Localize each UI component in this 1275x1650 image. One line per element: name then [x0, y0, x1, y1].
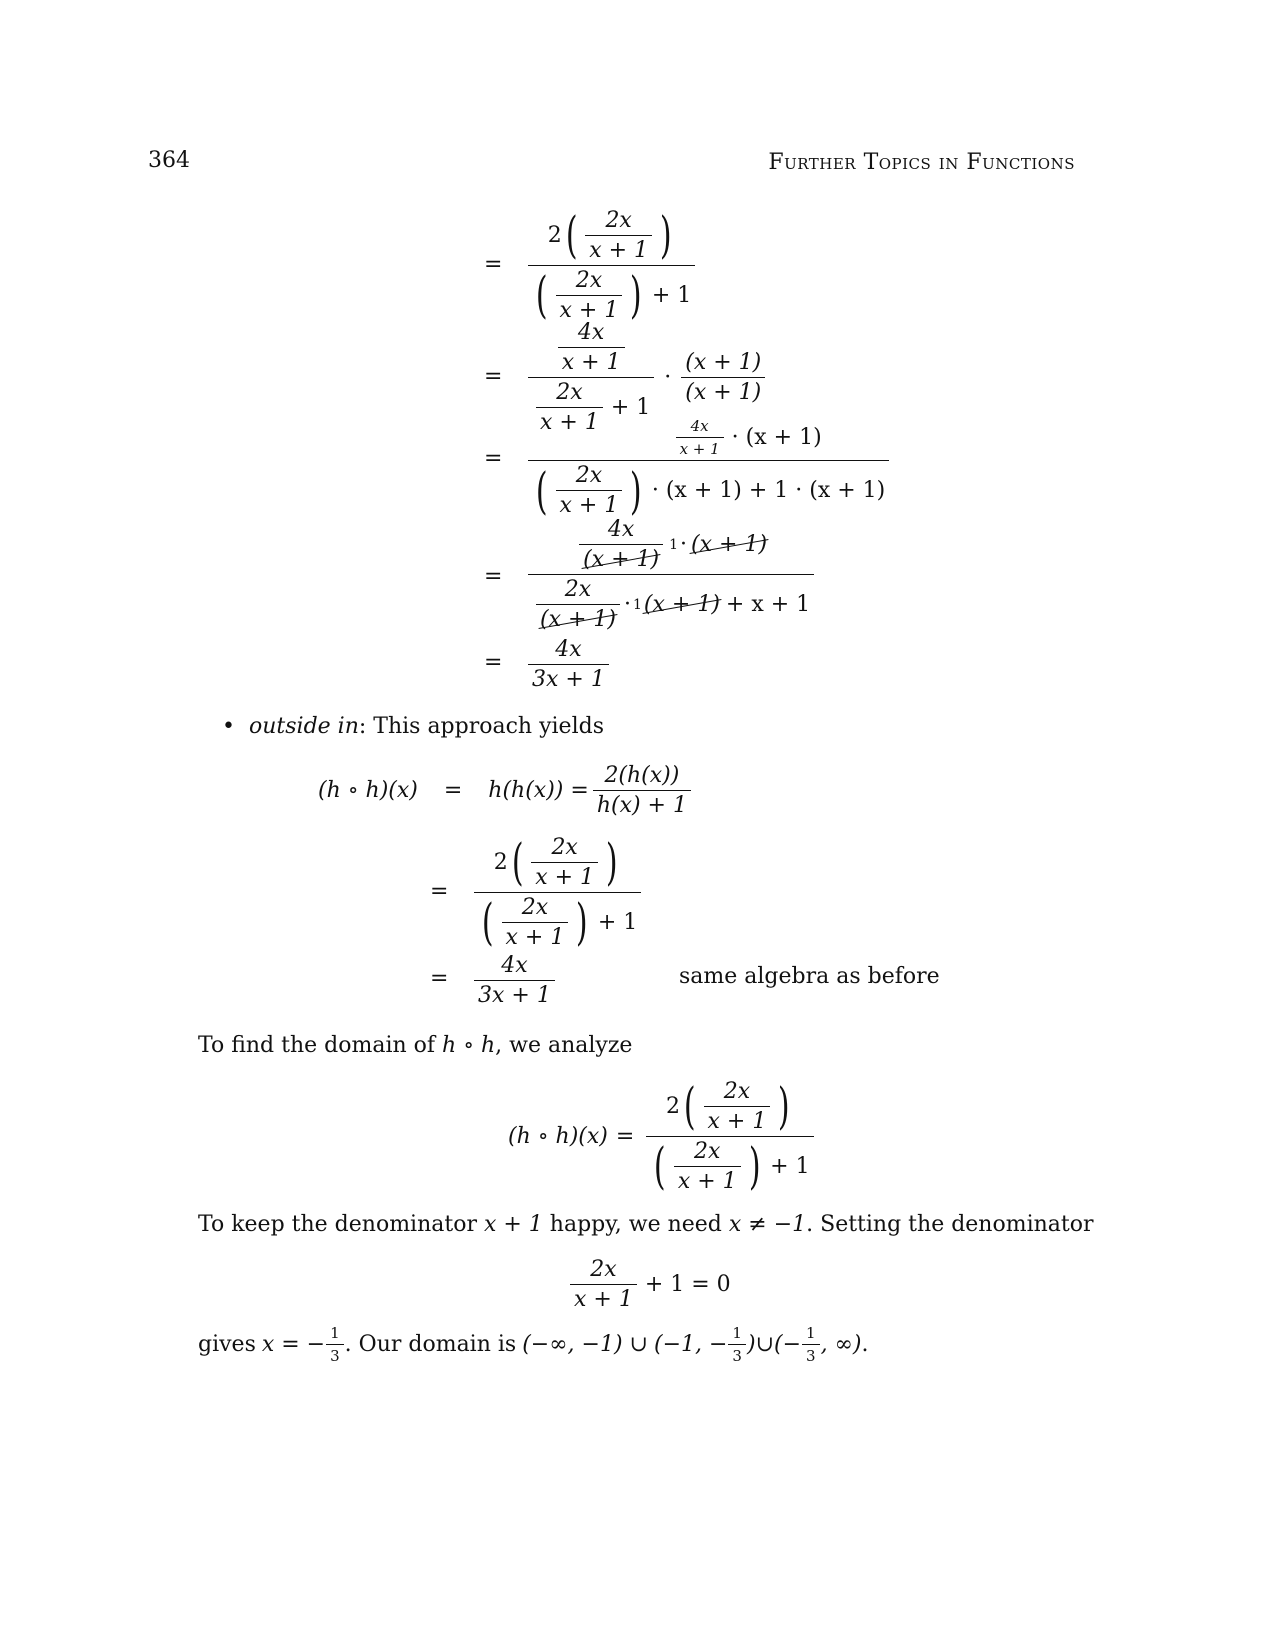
keep-denominator-text: To keep the denominator x + 1 happy, we need x ≠ −1. Setting the denominator [198, 1212, 1094, 1237]
running-head: Further Topics in Functions [768, 150, 1075, 175]
outside-in-step-2: = 2 ( $\frac{2x}{x + 1}$ ) ( $\frac{2x}{x + 1}$ ) + 1 [430, 832, 645, 952]
denominator-equation: $\frac{2x}{x + 1}$ + 1 = 0 [566, 1254, 731, 1314]
derivation-step-4: = $\frac{4x}{(x + 1)}$ 1 · (x + 1) $\frac{2x}{(x + 1)}$ · 1 (x + 1) + x + 1 [484, 512, 818, 637]
domain-display-equation: (h ∘ h)(x) = 2 ( $\frac{2x}{x + 1}$ ) ( $\frac{2x}{x + 1}$ ) + 1 [508, 1076, 818, 1196]
same-algebra-note: same algebra as before [679, 964, 940, 989]
page-number: 364 [148, 148, 190, 173]
derivation-step-1: = 2 ( $\frac{2x}{x + 1}$ ) ( $\frac{2x}{x + 1}$ ) + 1 [484, 205, 699, 325]
derivation-step-3: = $\frac{4x}{x + 1}$ · (x + 1) ( $\frac{2x}{x + 1}$ ) · (x + 1) + 1 · (x + 1) [484, 420, 893, 515]
bullet-icon: • [222, 714, 235, 739]
outside-in-step-3: = $\frac{4x}{3x + 1}$ [430, 950, 559, 1010]
outside-in-step-1: (h ∘ h)(x) = h(h(x)) = $\frac{2(h(x))}{h(x) + 1}$ [318, 760, 695, 820]
compound-fraction: 2 ( $\frac{2x}{x + 1}$ ) ( $\frac{2x}{x + 1}$ ) + 1 [528, 208, 695, 323]
derivation-step-5: = $\frac{4x}{3x + 1}$ [484, 634, 613, 694]
domain-result: gives x = − $\frac{1}{3}$ . Our domain is (−∞, −1) ∪ (−1, − $\frac{1}{3}$ ) ∪ (− $\frac{1}{3}$ , ∞) . [198, 1323, 869, 1365]
bullet-outside-in: • outside in: This approach yields [222, 714, 604, 739]
derivation-step-2: = $\frac{4x}{x + 1}$ $\frac{2x}{x + 1}$ + 1 · $\frac{(x + 1)}{(x + 1)}$ [484, 322, 769, 432]
domain-intro: To find the domain of h ∘ h, we analyze [198, 1033, 633, 1058]
